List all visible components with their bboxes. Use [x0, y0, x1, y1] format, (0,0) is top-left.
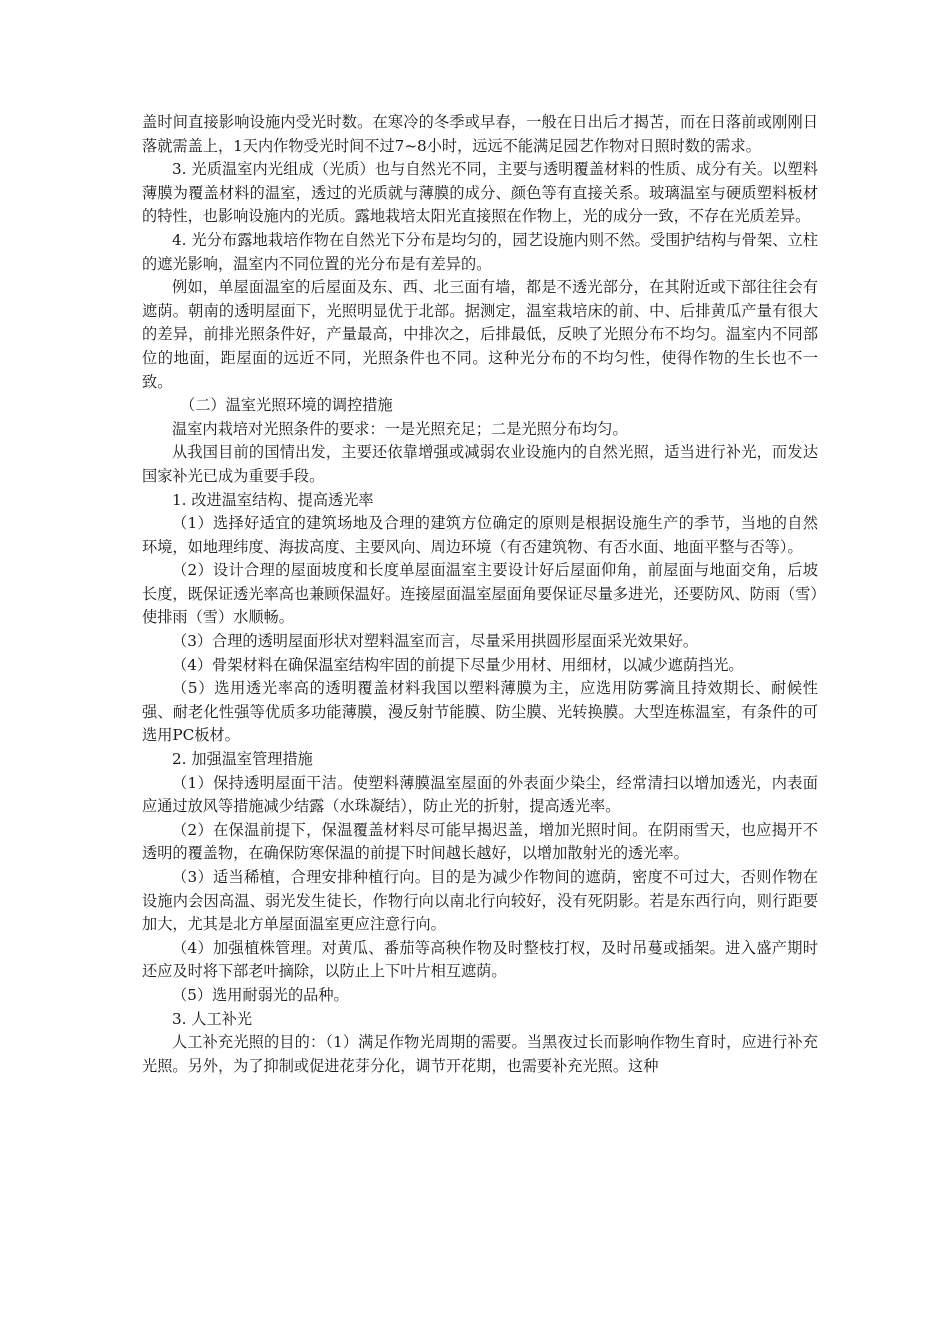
paragraph-6: 温室内栽培对光照条件的要求：一是光照充足；二是光照分布均匀。: [172, 419, 628, 438]
document-page: [142, 111, 818, 1078]
list-item-2-2: （2）在保温前提下，保温覆盖材料尽可能早揭迟盖，增加光照时间。在阴雨雪天，也应揭开不透明的覆盖物，在确保防寒保温的前提下时间越长越好，以增加散射光的透光率。: [142, 820, 818, 863]
list-item-1-4: （4）骨架材料在确保温室结构牢固的前提下尽量少用材、用细材，以减少遮荫挡光。: [172, 655, 744, 674]
subheading-1: 1. 改进温室结构、提高透光率: [172, 490, 374, 509]
list-item-2-1: （1）保持透明屋面干洁。使塑料薄膜温室屋面的外表面少染尘，经常清扫以增加透光，内表面应通过放风等措施减少结露（水珠凝结），防止光的折射，提高透光率。: [142, 773, 818, 816]
list-item-1-1: （1）选择好适宜的建筑场地及合理的建筑方位确定的原则是根据设施生产的季节，当地的自然环境，如地理纬度、海拔高度、主要风向、周边环境（有否建筑物、有否水面、地面平整与否等）。: [142, 514, 818, 556]
subheading-3: 3. 人工补光: [172, 1009, 253, 1028]
section-heading: （二）温室光照环境的调控措施: [180, 396, 393, 415]
list-item-2-3: （3）适当稀植，合理安排种植行向。目的是为减少作物间的遮荫，密度不可过大，否则作物在设施内会因高温、弱光发生徒长，作物行向以南北行向较好，没有死阴影。若是东西行向，则行距要加大，尤其是北方单屋面温室更应注意行向。: [142, 868, 818, 934]
list-item-1-2: （2）设计合理的屋面坡度和长度单屋面温室主要设计好后屋面仰角，前屋面与地面交角，后坡长度，既保证透光率高也兼顾保温好。连接屋面温室屋面角要保证尽量多进光，还要防风、防雨（雪）使排雨（雪）水顺畅。: [142, 561, 818, 627]
list-item-1-5: （5）选用透光率高的透明覆盖材料我国以塑料薄膜为主，应选用防雾滴且持效期长、耐候性强、耐老化性强等优质多功能薄膜，漫反射节能膜、防尘膜、光转换膜。大型连栋温室，有条件的可选用PC板材。: [142, 679, 818, 745]
list-item-2-5: （5）选用耐弱光的品种。: [172, 985, 349, 1004]
paragraph-7: 从我国目前的国情出发，主要还依靠增强或减弱农业设施内的自然光照，适当进行补光，而发达国家补光已成为重要手段。: [142, 443, 818, 485]
subheading-2: 2. 加强温室管理措施: [172, 750, 313, 769]
paragraph-2: 3. 光质温室内光组成（光质）也与自然光不同，主要与透明覆盖材料的性质、成分有关。以塑料薄膜为覆盖材料的温室，透过的光质就与薄膜的成分、颜色等有直接关系。玻璃温室与硬质塑料板材的特性，也影响设施内的光质。露地栽培太阳光直接照在作物上，光的成分一致，不存在光质差异。: [142, 160, 818, 226]
list-item-1-3: （3）合理的透明屋面形状对塑料温室而言，尽量采用拱圆形屋面采光效果好。: [172, 632, 699, 651]
paragraph-3: 4. 光分布露地栽培作物在自然光下分布是均匀的，园艺设施内则不然。受围护结构与骨架、立柱的遮光影响，温室内不同位置的光分布是有差异的。: [142, 230, 818, 273]
paragraph-21: 人工补充光照的目的：（1）满足作物光周期的需要。当黑夜过长而影响作物生育时，应进行补充光照。另外，为了抑制或促进花芽分化，调节开花期，也需要补充光照。这种: [142, 1033, 818, 1075]
paragraph-4: 例如，单屋面温室的后屋面及东、西、北三面有墙，都是不透光部分，在其附近或下部往往会有遮荫。朝南的透明屋面下，光照明显优于北部。据测定，温室栽培床的前、中、后排黄瓜产量有很大的差异，前排光照条件好，产量最高，中排次之，后排最低，反映了光照分布不均匀。温室内不同部位的地面，距屋面的远近不同，光照条件也不同。这种光分布的不均匀性，使得作物的生长也不一致。: [142, 278, 818, 391]
list-item-2-4: （4）加强植株管理。对黄瓜、番茄等高秧作物及时整枝打杈，及时吊蔓或插架。进入盛产期时还应及时将下部老叶摘除，以防止上下叶片相互遮荫。: [142, 938, 818, 981]
paragraph-1: 盖时间直接影响设施内受光时数。在寒冷的冬季或早春，一般在日出后才揭苫，而在日落前或刚刚日落就需盖上，1天内作物受光时间不过7~8小时，远远不能满足园艺作物对日照时数的需求。: [142, 113, 818, 155]
